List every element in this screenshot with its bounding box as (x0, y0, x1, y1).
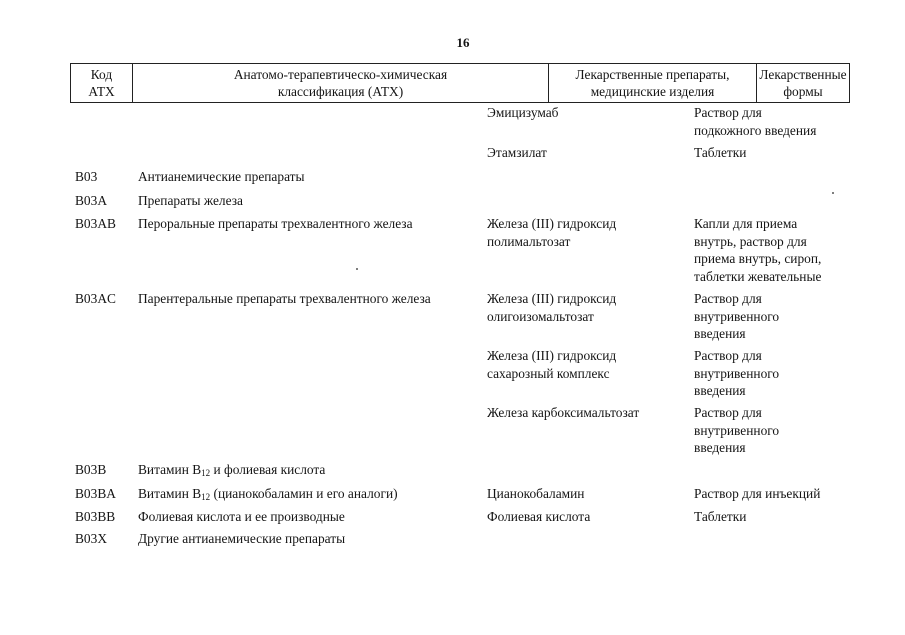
drug-name: Эмицизумаб (487, 105, 559, 120)
dosage-form: Раствор для инъекций (694, 486, 821, 501)
dosage-form: Раствор для внутривенного введения (694, 291, 780, 341)
atc-name-text: и фолиевая кислота (210, 462, 326, 477)
scan-speck (832, 192, 834, 194)
atc-code: B03A (75, 193, 107, 208)
atc-code: B03BA (75, 486, 116, 501)
dosage-form: Раствор для внутривенного введения (694, 348, 780, 398)
drug-name: Железа карбоксимальтозат (487, 405, 640, 420)
table-header (70, 63, 850, 103)
drug-name: Цианокобаламин (487, 486, 585, 501)
page-number: 16 (456, 35, 470, 50)
dosage-form: Капли для приема внутрь, раствор для приема внутрь, сироп, таблетки жевательные (694, 216, 822, 284)
atc-name-text: (цианокобаламин и его аналоги) (210, 486, 398, 501)
subscript: 12 (201, 492, 211, 502)
atc-name: Пероральные препараты трехвалентного железа (138, 216, 413, 231)
atc-code: B03AB (75, 216, 116, 231)
drug-name: Железа (III) гидроксид олигоизомальтозат (487, 291, 617, 324)
dosage-form: Раствор для внутривенного введения (694, 405, 780, 455)
atc-name (138, 485, 483, 503)
dosage-form: Раствор для подкожного введения (694, 105, 817, 138)
drug-name: Железа (III) гидроксид полимальтозат (487, 216, 617, 249)
header-dosage-forms: Лекарственные формы (759, 67, 847, 99)
subscript: 12 (201, 468, 211, 478)
atc-code: B03AC (75, 291, 116, 306)
atc-code: B03B (75, 462, 107, 477)
header-atc-code: Код АТХ (71, 64, 133, 102)
dosage-form: Таблетки (694, 145, 747, 160)
atc-code: B03 (75, 169, 98, 184)
scan-speck (356, 268, 358, 270)
atc-name: Антианемические препараты (138, 169, 305, 184)
atc-name (138, 461, 483, 479)
header-medicines: Лекарственные препараты, медицинские изделия (549, 64, 757, 102)
atc-name-text: Витамин B (138, 462, 202, 477)
atc-name: Парентеральные препараты трехвалентного железа (138, 291, 431, 306)
atc-name: Препараты железа (138, 193, 243, 208)
atc-name: Другие антианемические препараты (138, 531, 346, 546)
atc-code: B03X (75, 531, 107, 546)
header-atc-classification: Анатомо-терапевтическо-химическая классификация (АТХ) (133, 64, 549, 102)
drug-name: Железа (III) гидроксид сахарозный комплекс (487, 348, 617, 381)
atc-name: Фолиевая кислота и ее производные (138, 509, 345, 524)
atc-code: B03BB (75, 509, 116, 524)
dosage-form: Таблетки (694, 509, 747, 524)
atc-name-text: Витамин B (138, 486, 202, 501)
drug-name: Фолиевая кислота (487, 509, 591, 524)
drug-name: Этамзилат (487, 145, 547, 160)
